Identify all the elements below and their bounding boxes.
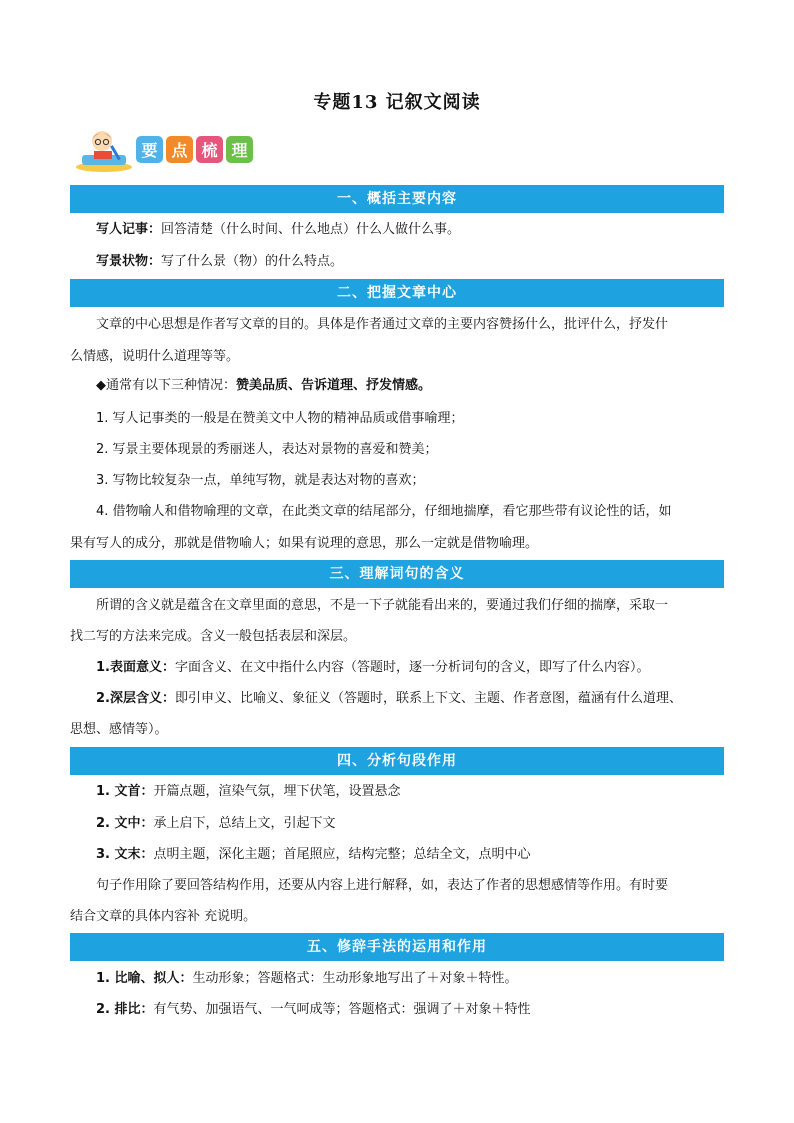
paragraph bbox=[70, 252, 750, 272]
section-heading: 三、理解词句的含义 bbox=[70, 560, 724, 588]
list-item: 1. 写人记事类的一般是在赞美文中人物的精神品质或借事喻理； bbox=[96, 411, 464, 426]
term-text: 生动形象；答题格式：生动形象地写出了＋对象＋特性。 bbox=[192, 971, 518, 986]
term-label: 3. 文末： bbox=[96, 847, 154, 862]
list-item: 4. 借物喻人和借物喻理的文章，在此类文章的结尾部分，仔细地揣摩，看它那些带有议论性的话，如 bbox=[96, 504, 672, 519]
paragraph-line: 所谓的含义就是蕴含在文章里面的意思，不是一下子就能看出来的，要通过我们仔细的揣摩，采取一 bbox=[96, 598, 669, 613]
paragraph-line: 文章的中心思想是作者写文章的目的。具体是作者通过文章的主要内容赞扬什么，批评什么，抒发什 bbox=[96, 317, 669, 332]
student-reading-icon bbox=[74, 125, 134, 173]
badge-chars bbox=[136, 136, 256, 163]
section-heading: 四、分析句段作用 bbox=[70, 747, 724, 775]
bullet-bold: 赞美品质、告诉道理、抒发情感。 bbox=[236, 378, 432, 393]
term-label: 2. 文中： bbox=[96, 816, 154, 831]
list-item-continued: 果有写人的成分，那就是借物喻人；如果有说理的意思，那么一定就是借物喻理。 bbox=[70, 536, 539, 551]
section-heading: 五、修辞手法的运用和作用 bbox=[70, 933, 724, 961]
key-points-badge bbox=[74, 125, 256, 173]
term-label: 1. 比喻、拟人： bbox=[96, 971, 193, 986]
section-heading: 一、概括主要内容 bbox=[70, 185, 724, 213]
term-text: 开篇点题，渲染气氛，埋下伏笔，设置悬念 bbox=[153, 784, 401, 799]
term-text: 点明主题，深化主题；首尾照应，结构完整；总结全文，点明中心 bbox=[153, 847, 531, 862]
term-label: 2.深层含义： bbox=[96, 691, 175, 706]
list-item: 3. 写物比较复杂一点，单纯写物，就是表达对物的喜欢； bbox=[96, 473, 425, 488]
badge-char: 要 bbox=[136, 136, 163, 163]
term-text: 承上启下，总结上文，引起下文 bbox=[153, 816, 336, 831]
list-item bbox=[70, 1000, 750, 1020]
term-label: 写景状物： bbox=[96, 254, 162, 269]
paragraph bbox=[70, 220, 750, 240]
list-item: 2. 写景主要体现景的秀丽迷人，表达对景物的喜爱和赞美； bbox=[96, 442, 438, 457]
list-item bbox=[70, 658, 750, 678]
list-item bbox=[70, 845, 750, 865]
badge-char: 理 bbox=[226, 136, 253, 163]
badge-char: 梳 bbox=[196, 136, 223, 163]
list-item bbox=[70, 969, 750, 989]
term-label: 1.表面意义： bbox=[96, 660, 175, 675]
term-label: 2. 排比： bbox=[96, 1002, 154, 1017]
paragraph-line: 找二写的方法来完成。含义一般包括表层和深层。 bbox=[70, 629, 357, 644]
list-item-continued: 思想、感情等）。 bbox=[70, 722, 168, 737]
paragraph-line: 句子作用除了要回答结构作用，还要从内容上进行解释，如，表达了作者的思想感情等作用。有时要 bbox=[96, 878, 669, 893]
term-text: 有气势、加强语气、一气呵成等；答题格式：强调了＋对象＋特性 bbox=[153, 1002, 531, 1017]
list-item bbox=[70, 689, 750, 709]
paragraph-line: 么情感，说明什么道理等等。 bbox=[70, 349, 240, 364]
list-item bbox=[70, 782, 750, 802]
badge-char: 点 bbox=[166, 136, 193, 163]
section-heading: 二、把握文章中心 bbox=[70, 279, 724, 307]
term-text: 即引申义、比喻义、象征义（答题时，联系上下文、主题、作者意图，蕴涵有什么道理、 bbox=[174, 691, 682, 706]
bullet-text: ◆通常有以下三种情况： bbox=[96, 378, 236, 393]
term-text: 回答清楚（什么时间、什么地点）什么人做什么事。 bbox=[161, 222, 461, 237]
page-title: 专题13 记叙文阅读 bbox=[313, 92, 481, 113]
term-text: 写了什么景（物）的什么特点。 bbox=[161, 254, 344, 269]
paragraph-line: 结合文章的具体内容补 充说明。 bbox=[70, 909, 257, 924]
list-item bbox=[70, 814, 750, 834]
term-label: 写人记事： bbox=[96, 222, 162, 237]
term-text: 字面含义、在文中指什么内容（答题时，逐一分析词句的含义，即写了什么内容）。 bbox=[174, 660, 650, 675]
term-label: 1. 文首： bbox=[96, 784, 154, 799]
bullet-line bbox=[70, 376, 750, 396]
